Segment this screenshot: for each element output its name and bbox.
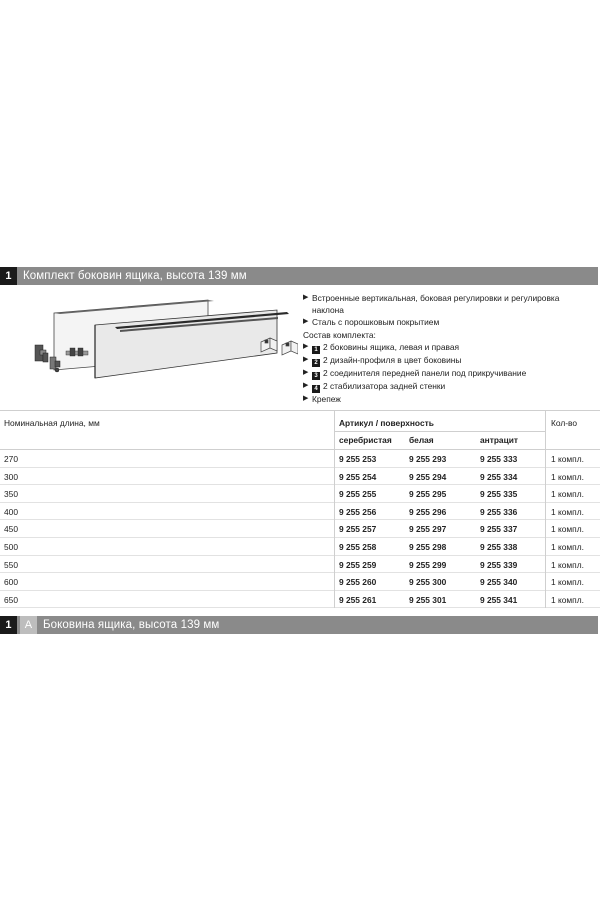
set-number-badge: 3	[312, 372, 320, 380]
cell-qty: 1 компл.	[551, 489, 584, 500]
table-row	[0, 591, 600, 609]
column-divider	[334, 468, 335, 486]
column-divider	[334, 485, 335, 503]
cell-length: 550	[4, 559, 18, 570]
header-surface-anthracite: антрацит	[480, 435, 518, 445]
section-number: 1	[0, 616, 17, 634]
cell-length: 300	[4, 471, 18, 482]
cell-anthracite: 9 255 338	[480, 541, 518, 552]
cell-anthracite: 9 255 340	[480, 577, 518, 588]
drawer-sides-illustration	[2, 290, 298, 394]
table-row	[0, 556, 600, 574]
cell-silver: 9 255 255	[339, 489, 377, 500]
cell-white: 9 255 300	[409, 577, 447, 588]
cell-white: 9 255 298	[409, 541, 447, 552]
cell-white: 9 255 295	[409, 489, 447, 500]
cell-anthracite: 9 255 333	[480, 454, 518, 464]
cell-anthracite: 9 255 339	[480, 559, 518, 570]
set-number-badge: 2	[312, 359, 320, 367]
article-table	[0, 410, 600, 608]
header-divider	[334, 431, 545, 432]
cell-silver: 9 255 254	[339, 471, 377, 482]
table-row	[0, 485, 600, 503]
set-number-badge: 4	[312, 385, 320, 393]
section-header-1a	[0, 616, 598, 634]
cell-qty: 1 компл.	[551, 506, 584, 517]
bullet-arrow-icon: ▶	[303, 342, 309, 350]
section-number: 1	[0, 267, 17, 285]
features-list	[303, 292, 598, 405]
cell-silver: 9 255 257	[339, 524, 377, 535]
set-item: ▶ 3 2 соединителя передней панели под прикручивание	[303, 367, 527, 379]
cell-qty: 1 компл.	[551, 577, 584, 588]
column-divider	[334, 538, 335, 556]
table-row	[0, 538, 600, 556]
table-row	[0, 573, 600, 591]
cell-silver: 9 255 260	[339, 577, 377, 588]
section-letter: A	[20, 616, 37, 634]
table-row	[0, 503, 600, 521]
cell-length: 270	[4, 454, 18, 464]
cell-length: 450	[4, 524, 18, 535]
column-divider	[334, 591, 335, 609]
cell-white: 9 255 296	[409, 506, 447, 517]
column-divider	[545, 485, 546, 503]
column-divider	[545, 468, 546, 486]
cell-length: 350	[4, 489, 18, 500]
cell-length: 400	[4, 506, 18, 517]
bullet-arrow-icon: ▶	[303, 394, 309, 402]
column-divider	[334, 556, 335, 574]
section-title: Боковина ящика, высота 139 мм	[43, 619, 220, 631]
bullet-arrow-icon: ▶	[303, 294, 309, 301]
cell-silver: 9 255 256	[339, 506, 377, 517]
header-length: Номинальная длина, мм	[4, 418, 100, 428]
bullet-arrow-icon: ▶	[303, 368, 309, 376]
header-surface-silver: серебристая	[339, 435, 392, 445]
cell-silver: 9 255 259	[339, 559, 377, 570]
feature-item: ▶ Сталь с порошковым покрытием	[303, 317, 440, 328]
feature-item: ▶ Встроенные вертикальная, боковая регулировки и регулировка	[303, 293, 560, 303]
column-divider	[545, 411, 546, 450]
column-divider	[334, 520, 335, 538]
column-divider	[545, 573, 546, 591]
cell-white: 9 255 299	[409, 559, 447, 570]
table-row	[0, 450, 600, 468]
set-heading: Состав комплекта:	[303, 329, 376, 340]
set-item: ▶ 1 2 боковины ящика, левая и правая	[303, 341, 460, 353]
column-divider	[545, 538, 546, 556]
cell-anthracite: 9 255 341	[480, 594, 518, 605]
cell-length: 600	[4, 577, 18, 588]
column-divider	[545, 450, 546, 468]
bullet-arrow-icon: ▶	[303, 318, 309, 326]
cell-qty: 1 компл.	[551, 454, 584, 464]
column-divider	[545, 503, 546, 521]
table-row	[0, 468, 600, 486]
column-divider	[334, 450, 335, 468]
cell-qty: 1 компл.	[551, 541, 584, 552]
bullet-arrow-icon: ▶	[303, 381, 309, 389]
table-header	[0, 410, 600, 450]
cell-anthracite: 9 255 337	[480, 524, 518, 535]
column-divider	[334, 573, 335, 591]
header-qty: Кол-во	[551, 418, 578, 428]
cell-white: 9 255 297	[409, 524, 447, 535]
feature-item: ▶ Крепеж	[303, 393, 341, 404]
cell-length: 500	[4, 541, 18, 552]
header-article: Артикул / поверхность	[339, 418, 434, 428]
header-surface-white: белая	[409, 435, 434, 445]
section-header-1	[0, 267, 598, 285]
cell-silver: 9 255 253	[339, 454, 377, 464]
cell-white: 9 255 293	[409, 454, 447, 464]
column-divider	[545, 591, 546, 609]
cell-qty: 1 компл.	[551, 524, 584, 535]
table-row	[0, 520, 600, 538]
cell-silver: 9 255 261	[339, 594, 377, 605]
cell-qty: 1 компл.	[551, 471, 584, 482]
column-divider	[545, 520, 546, 538]
cell-anthracite: 9 255 334	[480, 471, 518, 482]
table-body	[0, 450, 600, 608]
column-divider	[545, 556, 546, 574]
cell-white: 9 255 301	[409, 594, 447, 605]
section-title: Комплект боковин ящика, высота 139 мм	[23, 270, 247, 282]
cell-anthracite: 9 255 335	[480, 489, 518, 500]
cell-white: 9 255 294	[409, 471, 447, 482]
feature-item-continuation: наклона	[312, 305, 344, 316]
cell-silver: 9 255 258	[339, 541, 377, 552]
set-item: ▶ 2 2 дизайн-профиля в цвет боковины	[303, 354, 462, 366]
cell-qty: 1 компл.	[551, 559, 584, 570]
cell-length: 650	[4, 594, 18, 605]
cell-anthracite: 9 255 336	[480, 506, 518, 517]
bullet-arrow-icon: ▶	[303, 355, 309, 363]
set-item: ▶ 4 2 стабилизатора задней стенки	[303, 380, 446, 392]
column-divider	[334, 503, 335, 521]
set-number-badge: 1	[312, 346, 320, 354]
cell-qty: 1 компл.	[551, 594, 584, 605]
